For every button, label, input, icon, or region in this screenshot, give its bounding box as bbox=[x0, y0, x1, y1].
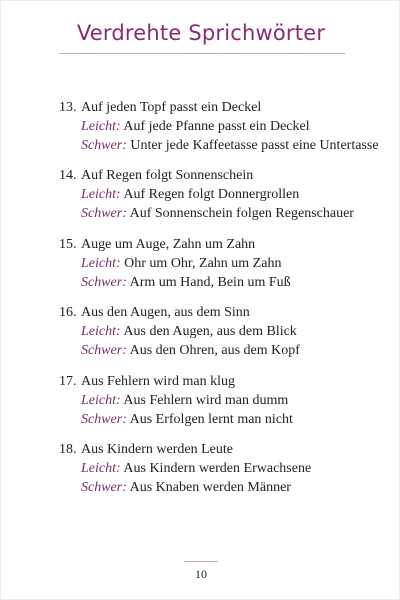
item-number: 14. bbox=[59, 168, 77, 184]
easy-text: Aus den Augen, aus dem Blick bbox=[123, 324, 297, 340]
hard-text: Auf Sonnenschein folgen Regenschauer bbox=[129, 206, 354, 222]
page-title: Verdrehte Sprichwörter bbox=[76, 21, 326, 45]
hard-text: Aus Erfolgen lernt man nicht bbox=[129, 411, 293, 427]
hard-variant bbox=[81, 205, 354, 223]
easy-label: Leicht: bbox=[81, 187, 121, 203]
easy-text: Aus Fehlern wird man dumm bbox=[123, 392, 289, 408]
list-item bbox=[1, 167, 400, 235]
easy-text: Auf jede Pfanne passt ein Deckel bbox=[123, 119, 310, 134]
item-number: 18. bbox=[59, 441, 77, 457]
item-number: 15. bbox=[59, 236, 77, 252]
list-item bbox=[1, 373, 400, 441]
item-number: 16. bbox=[59, 305, 77, 321]
hard-text: Arm um Hand, Bein um Fuß bbox=[129, 274, 291, 290]
hard-text: Aus den Ohren, aus dem Kopf bbox=[129, 343, 300, 359]
easy-variant bbox=[81, 186, 299, 204]
hard-label: Schwer: bbox=[81, 274, 127, 290]
hard-variant bbox=[81, 274, 291, 292]
easy-variant bbox=[81, 392, 288, 410]
easy-variant bbox=[81, 323, 297, 341]
original-proverb: Auf jeden Topf passt ein Deckel bbox=[81, 100, 262, 115]
easy-label: Leicht: bbox=[81, 119, 121, 134]
hard-label: Schwer: bbox=[81, 411, 127, 427]
easy-text: Aus Kindern werden Erwachsene bbox=[123, 460, 312, 476]
hard-text: Aus Knaben werden Männer bbox=[129, 479, 291, 495]
original-proverb: Aus Fehlern wird man klug bbox=[81, 373, 235, 389]
title-divider bbox=[59, 53, 345, 54]
list-item bbox=[1, 99, 400, 167]
original-proverb: Aus Kindern werden Leute bbox=[81, 441, 234, 457]
hard-variant bbox=[81, 137, 379, 155]
page-number: 10 bbox=[195, 567, 207, 581]
easy-variant bbox=[81, 255, 281, 273]
hard-label: Schwer: bbox=[81, 343, 127, 359]
easy-label: Leicht: bbox=[81, 460, 121, 476]
original-proverb: Aus den Augen, aus dem Sinn bbox=[81, 305, 250, 321]
footer-divider bbox=[184, 561, 218, 562]
easy-label: Leicht: bbox=[81, 392, 121, 408]
hard-label: Schwer: bbox=[81, 479, 127, 495]
easy-label: Leicht: bbox=[81, 324, 121, 340]
original-proverb: Auge um Auge, Zahn um Zahn bbox=[81, 236, 256, 252]
hard-variant bbox=[81, 342, 300, 360]
easy-variant bbox=[81, 460, 311, 478]
hard-label: Schwer: bbox=[81, 138, 127, 153]
hard-variant bbox=[81, 411, 293, 429]
easy-variant bbox=[81, 118, 310, 136]
item-number: 13. bbox=[59, 100, 77, 115]
easy-label: Leicht: bbox=[81, 255, 121, 271]
list-item bbox=[1, 236, 400, 304]
list-item bbox=[1, 441, 400, 509]
hard-label: Schwer: bbox=[81, 206, 127, 222]
proverb-list bbox=[1, 99, 400, 509]
easy-text: Ohr um Ohr, Zahn um Zahn bbox=[124, 255, 282, 271]
hard-variant bbox=[81, 479, 291, 497]
easy-text: Auf Regen folgt Donnergrollen bbox=[123, 187, 300, 203]
item-number: 17. bbox=[59, 373, 77, 389]
hard-text: Unter jede Kaffeetasse passt eine Untertasse bbox=[130, 138, 379, 153]
list-item bbox=[1, 304, 400, 372]
original-proverb: Auf Regen folgt Sonnenschein bbox=[81, 168, 254, 184]
